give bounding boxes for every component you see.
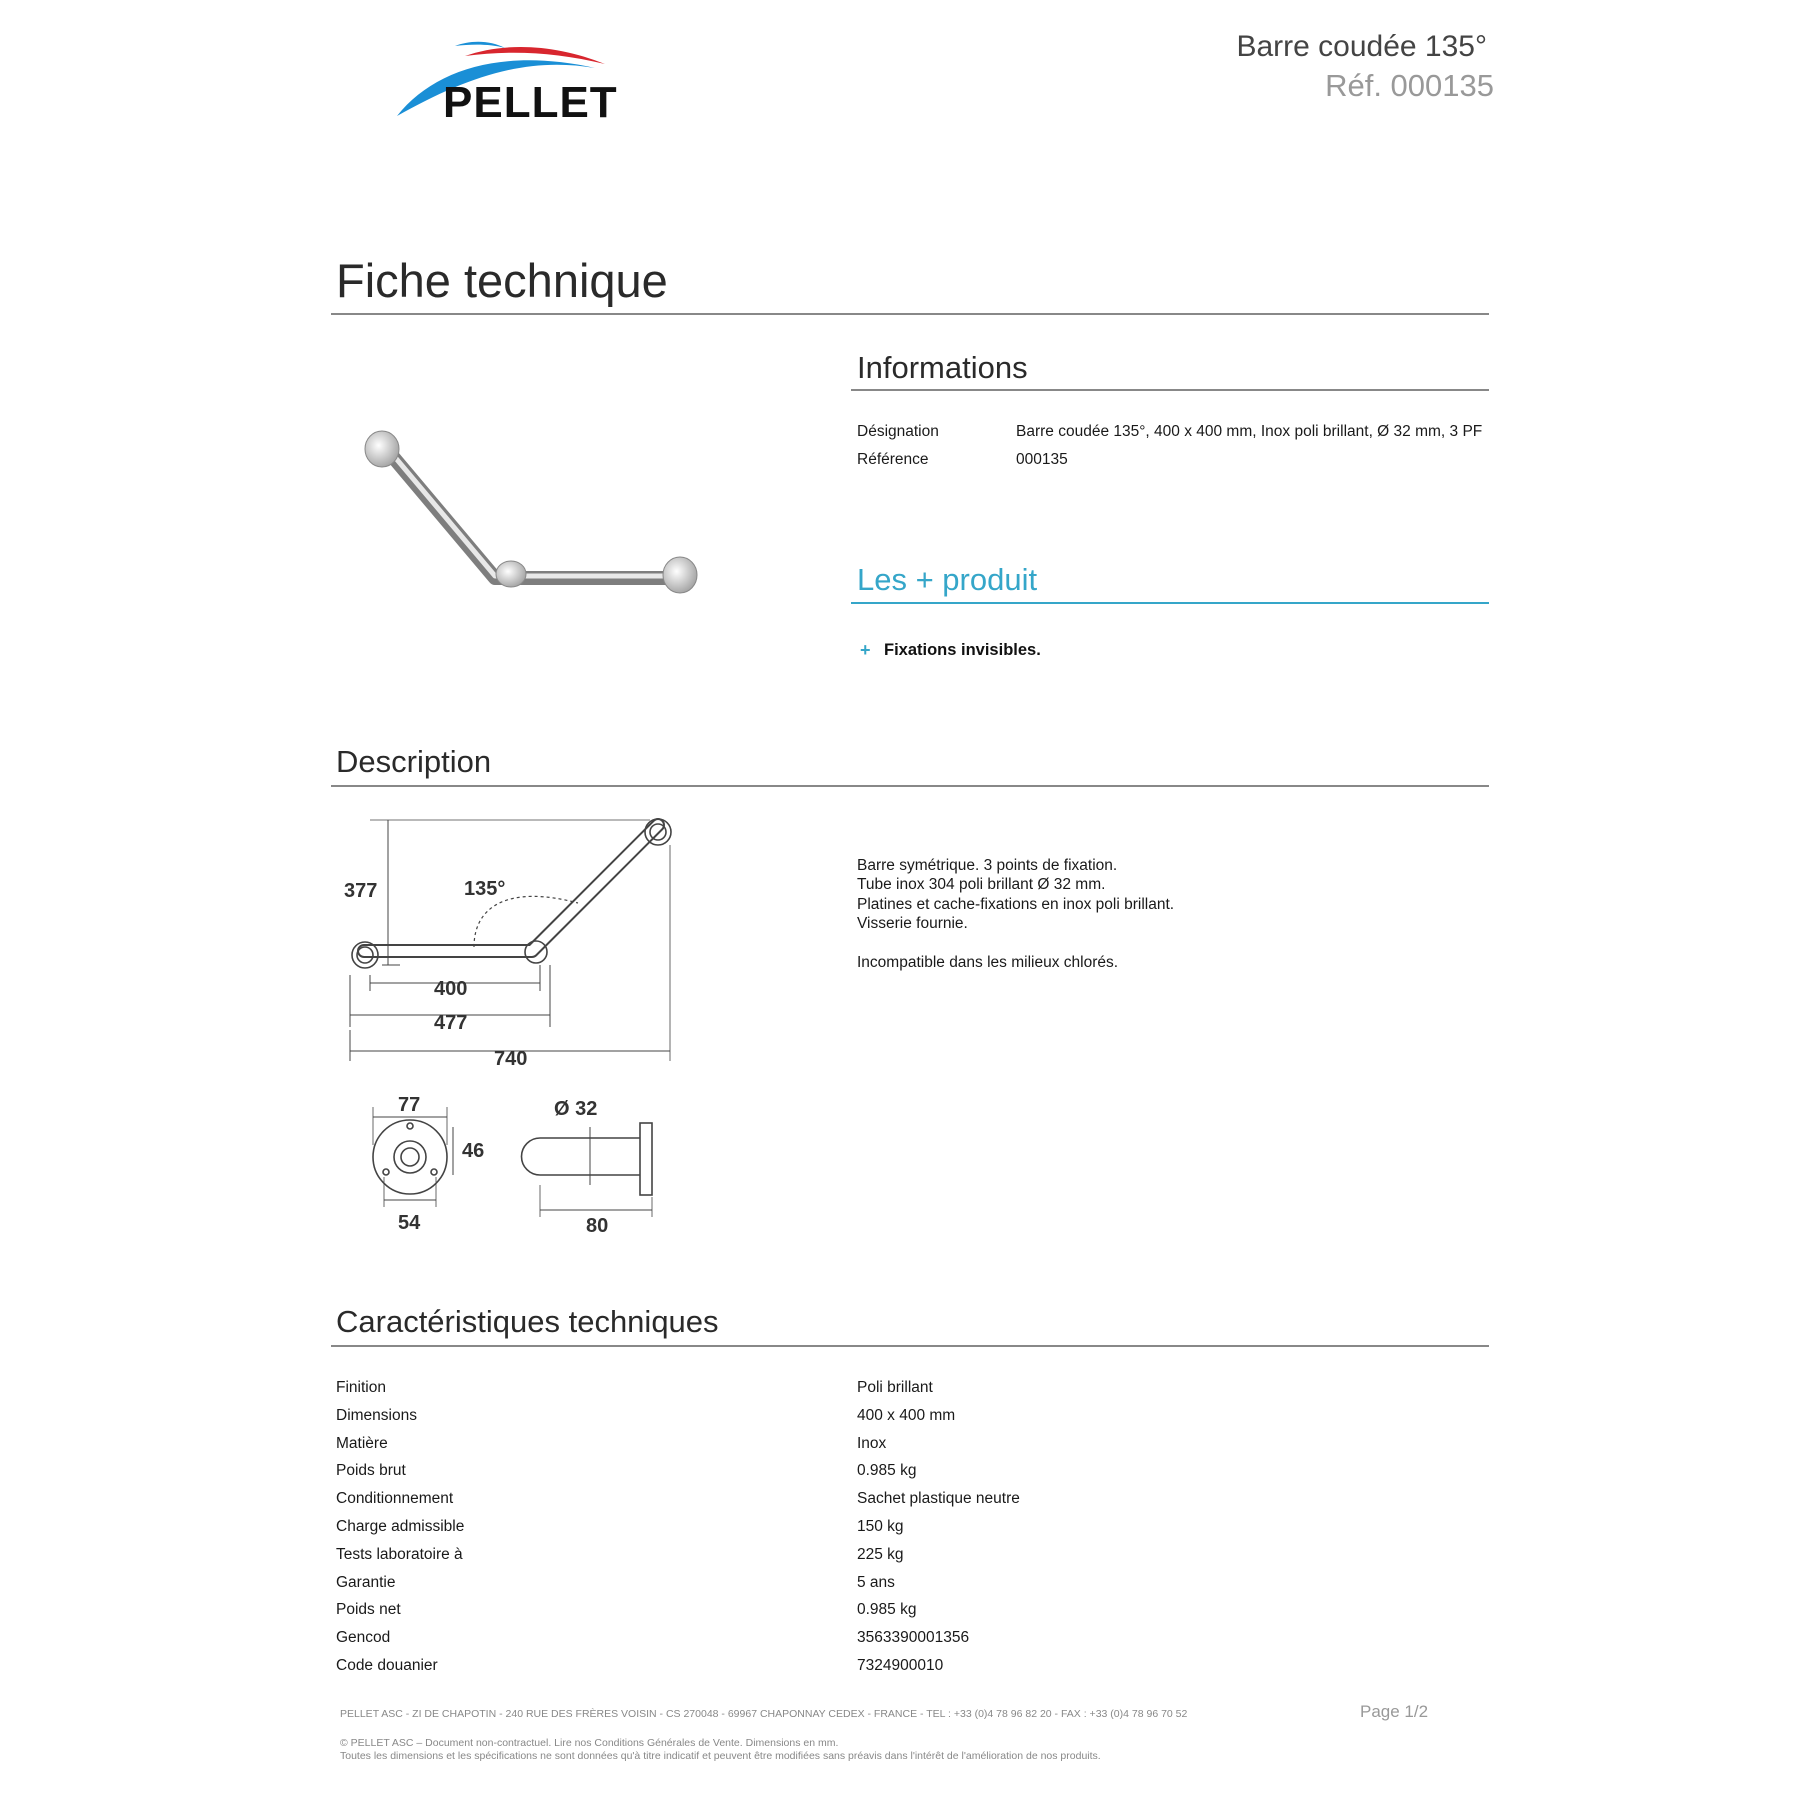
footer-legal-line: Toutes les dimensions et les spécifications ne sont données qu'à titre indicatif et peuvent être modifiées sans préavis dans l'intérêt de l'amélioration de nos produits. [340,1750,1101,1762]
spec-label-charge: Charge admissible [336,1518,465,1535]
logo-wordmark: PELLET [443,78,618,127]
footer-legal [340,1737,1101,1763]
product-image [355,350,715,690]
spec-value-code-douanier: 7324900010 [857,1657,944,1674]
spec-label-poids-brut: Poids brut [336,1462,406,1479]
spec-label-garantie: Garantie [336,1574,396,1591]
specs-title: Caractéristiques techniques [336,1304,719,1339]
spec-label-poids-net: Poids net [336,1601,401,1618]
dim-label-77: 77 [398,1094,421,1116]
dim-label-740: 740 [494,1048,528,1070]
advantages-divider [851,602,1489,604]
page-number: Page 1/2 [1360,1702,1429,1721]
dim-label-477: 477 [434,1012,468,1034]
spec-label-matiere: Matière [336,1435,388,1452]
footer-legal-line: © PELLET ASC – Document non-contractuel. Lire nos Conditions Générales de Vente. Dimensions en mm. [340,1737,839,1749]
advantages-title: Les + produit [857,562,1038,597]
description-line: Platines et cache-fixations en inox poli brillant. [857,895,1175,913]
dim-label-angle: 135° [464,878,506,900]
informations-title: Informations [857,350,1028,385]
spec-value-garantie: 5 ans [857,1574,895,1591]
dim-label-80: 80 [586,1215,609,1237]
spec-label-conditionnement: Conditionnement [336,1490,454,1507]
spec-value-conditionnement: Sachet plastique neutre [857,1490,1020,1507]
spec-label-dimensions: Dimensions [336,1407,417,1424]
product-reference: Réf. 000135 [1325,68,1494,103]
dim-label-400: 400 [434,978,468,1000]
spec-label-gencod: Gencod [336,1629,391,1646]
spec-value-finition: Poli brillant [857,1379,933,1396]
specs-divider [331,1345,1489,1347]
dim-label-377: 377 [344,880,378,902]
description-line [857,934,1174,953]
description-line: Tube inox 304 poli brillant Ø 32 mm. [857,876,1106,894]
informations-divider [851,389,1489,391]
plus-icon: + [860,640,871,660]
dim-label-54: 54 [398,1212,421,1234]
spec-value-tests: 225 kg [857,1546,904,1563]
description-line: Incompatible dans les milieux chlorés. [857,953,1119,971]
page-title: Fiche technique [336,254,668,307]
description-title: Description [336,744,492,779]
spec-value-gencod: 3563390001356 [857,1629,970,1646]
description-divider [331,785,1489,787]
footer-address: PELLET ASC - ZI DE CHAPOTIN - 240 RUE DES FRÈRES VOISIN - CS 270048 - 69967 CHAPONNAY CEDEX - FRANCE - TEL : +33 (0)4 78 96 82 20 - FAX : +33 (0)4 78 96 70 52 [340,1708,1188,1720]
technical-drawing [340,805,700,1245]
spec-value-charge: 150 kg [857,1518,904,1535]
spec-value-poids-brut: 0.985 kg [857,1462,917,1479]
product-title: Barre coudée 135° [1236,30,1487,63]
spec-label-code-douanier: Code douanier [336,1657,438,1674]
spec-value-matiere: Inox [857,1435,887,1452]
description-text [857,856,1174,972]
description-line: Visserie fournie. [857,915,968,933]
info-label-designation: Désignation [857,423,939,440]
description-line: Barre symétrique. 3 points de fixation. [857,857,1118,874]
dim-label-46: 46 [462,1140,485,1162]
advantage-item: Fixations invisibles. [884,641,1041,659]
spec-label-finition: Finition [336,1379,386,1396]
dim-label-diameter: Ø 32 [554,1098,598,1120]
spec-value-dimensions: 400 x 400 mm [857,1407,956,1424]
info-label-reference: Référence [857,451,929,468]
spec-value-poids-net: 0.985 kg [857,1601,917,1618]
title-divider [331,313,1489,315]
info-value-designation: Barre coudée 135°, 400 x 400 mm, Inox poli brillant, Ø 32 mm, 3 PF [1016,423,1483,440]
spec-label-tests: Tests laboratoire à [336,1546,463,1563]
info-value-reference: 000135 [1016,451,1068,468]
